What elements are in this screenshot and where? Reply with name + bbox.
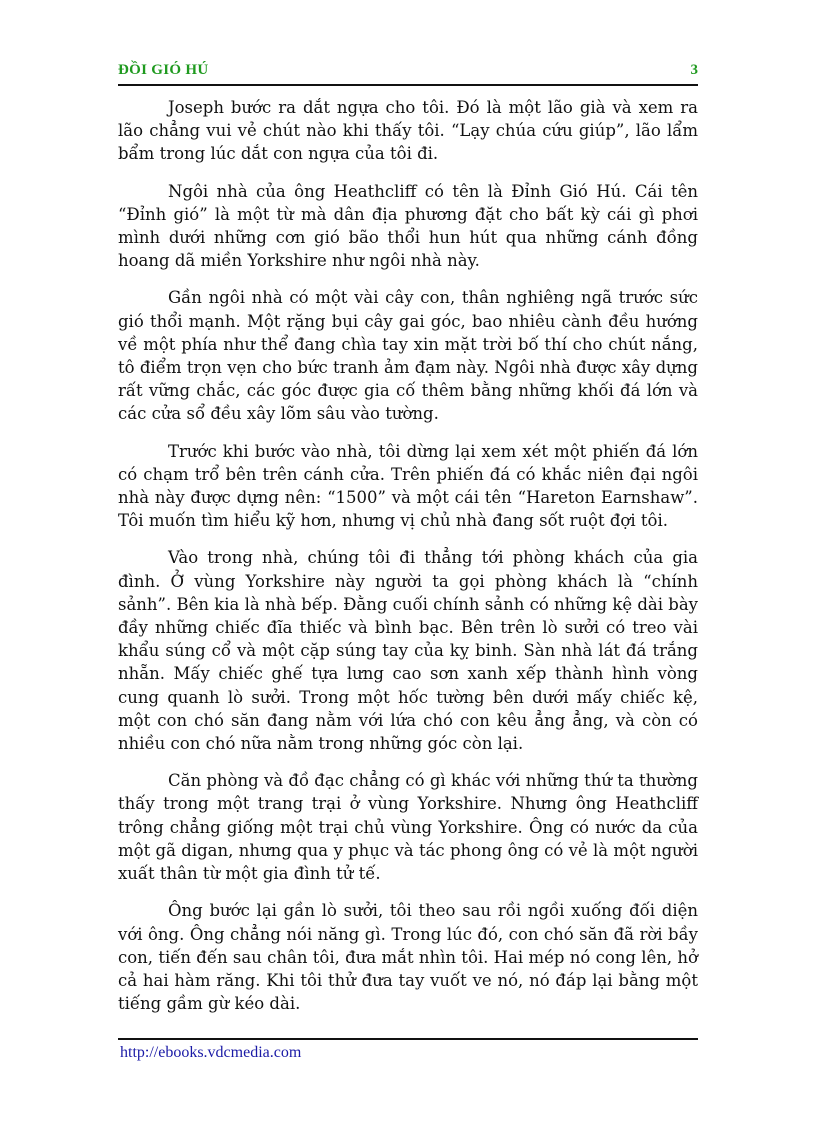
paragraph-6: Căn phòng và đồ đạc chẳng có gì khác với những thứ ta thường thấy trong một trang trại ở vùng Yorkshire. Nhưng ông Heathcliff trông chẳng giống một trại chủ vùng Yorkshire. Ông có nước da của một gã digan, nhưng qua y phục và tác phong ông có vẻ là một người xuất thân từ một gia đình tử tế. (118, 771, 698, 884)
paragraph-3: Gần ngôi nhà có một vài cây con, thân nghiêng ngã trước sức gió thổi mạnh. Một rặng bụi cây gai góc, bao nhiêu cành đều hướng về một phía như thể đang chìa tay xin mặt trời bố thí cho chút nắng, tô điểm trọn vẹn cho bức tranh ảm đạm này. Ngôi nhà được xây dựng rất vững chắc, các góc được gia cố thêm bằng những khối đá lớn và các cửa sổ đều xây lõm sâu vào tường. (118, 288, 698, 424)
page-header (118, 62, 698, 84)
footer-website-link[interactable]: http://ebooks.vdcmedia.com (120, 1044, 302, 1061)
paragraph-1: Joseph bước ra dắt ngựa cho tôi. Đó là một lão già và xem ra lão chẳng vui vẻ chút nào khi thấy tôi. “Lạy chúa cứu giúp”, lão lẩm bẩm trong lúc dắt con ngựa của tôi đi. (118, 98, 698, 164)
header-divider (118, 84, 698, 86)
page-number: 3 (690, 62, 698, 78)
paragraph-2: Ngôi nhà của ông Heathcliff có tên là Đỉnh Gió Hú. Cái tên “Đỉnh gió” là một từ mà dân địa phương đặt cho bất kỳ cái gì phơi mình dưới những cơn gió bão thổi hun hút qua những cánh đồng hoang dã miền Yorkshire như ngôi nhà này. (118, 181, 698, 271)
body-text (118, 96, 698, 1029)
footer-divider (118, 1038, 698, 1040)
paragraph-7: Ông bước lại gần lò sưởi, tôi theo sau rồi ngồi xuống đối diện với ông. Ông chẳng nói năng gì. Trong lúc đó, con chó săn đã rời bầy con, tiến đến sau chân tôi, đưa mắt nhìn tôi. Hai mép nó cong lên, hở cả hai hàm răng. Khi tôi thử đưa tay vuốt ve nó, nó đáp lại bằng một tiếng gầm gừ kéo dài. (118, 901, 698, 1014)
book-title: ĐỒI GIÓ HÚ (118, 62, 209, 78)
paragraph-4: Trước khi bước vào nhà, tôi dừng lại xem xét một phiến đá lớn có chạm trổ bên trên cánh cửa. Trên phiến đá có khắc niên đại ngôi nhà này được dựng nên: “1500” và một cái tên “Hareton Earnshaw”. Tôi muốn tìm hiểu kỹ hơn, nhưng vị chủ nhà đang sốt ruột đợi tôi. (118, 441, 698, 531)
paragraph-5: Vào trong nhà, chúng tôi đi thẳng tới phòng khách của gia đình. Ở vùng Yorkshire này người ta gọi phòng khách là “chính sảnh”. Bên kia là nhà bếp. Đằng cuối chính sảnh có những kệ dài bày đầy những chiếc đĩa thiếc và bình bạc. Bên trên lò sưởi có treo vài khẩu súng cổ và một cặp súng tay của kỵ binh. Sàn nhà lát đá trắng nhẵn. Mấy chiếc ghế tựa lưng cao sơn xanh xếp thành hình vòng cung quanh lò sưởi. Trong một hốc tường bên dưới mấy chiếc kệ, một con chó săn đang nằm với lứa chó con kêu ẳng ẳng, và còn có nhiều con chó nữa nằm trong những góc còn lại. (118, 548, 698, 754)
